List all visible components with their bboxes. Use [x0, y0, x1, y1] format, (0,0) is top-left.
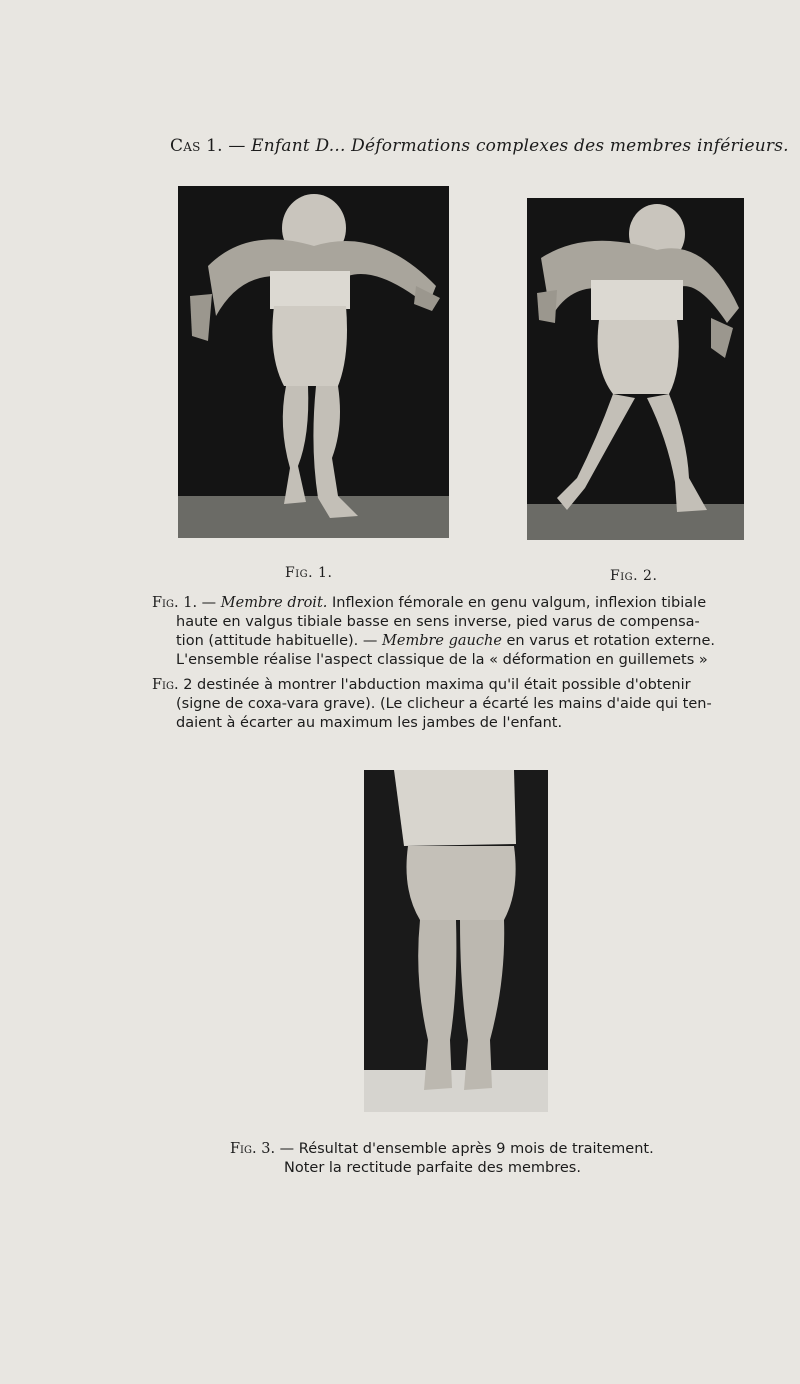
case-word: Cas [170, 136, 201, 156]
caption-1-line-2: haute en valgus tibiale basse en sens inverse, pied varus de compensa- [176, 614, 700, 630]
photo-figure-2 [527, 198, 744, 540]
case-number: 1. [206, 136, 223, 156]
caption-3-line-1: Résultat d'ensemble après 9 mois de traitement. [298, 1141, 654, 1157]
caption-3-lead: Fig. 3. [230, 1141, 276, 1157]
caption-1-line-3a: tion (attitude habituelle). [176, 633, 359, 649]
caption-3-line-2: Noter la rectitude parfaite des membres. [284, 1160, 581, 1176]
header-dash: — [228, 136, 246, 156]
child-result-illustration [364, 770, 548, 1112]
caption-1-line-1: Inflexion fémorale en genu valgum, inflexion tibiale [332, 595, 707, 611]
child-standing-illustration [178, 186, 449, 538]
caption-2-line-3: daient à écarter au maximum les jambes de l'enfant. [176, 715, 563, 731]
caption-1-dash-1: — [201, 595, 217, 611]
caption-1-lead: Fig. 1. [152, 595, 198, 611]
caption-figure-2 [152, 676, 768, 733]
caption-figure-3 [230, 1140, 710, 1178]
figure-1-label: Fig. 1. [285, 565, 333, 581]
caption-1-italic-2: Membre gauche [382, 633, 502, 649]
figure-2-label: Fig. 2. [610, 568, 658, 584]
caption-2-lead: Fig. [152, 677, 179, 693]
caption-1-italic-1: Membre droit. [220, 595, 328, 611]
page-header [170, 136, 789, 156]
photo-figure-3 [364, 770, 548, 1112]
caption-2-line-2: (signe de coxa-vara grave). (Le clicheur a écarté les mains d'aide qui ten- [176, 696, 712, 712]
case-subject: Enfant D... [251, 136, 346, 156]
caption-figure-1 [152, 594, 768, 670]
caption-1-line-4: L'ensemble réalise l'aspect classique de la « déformation en guillemets » [176, 652, 708, 668]
caption-1-line-3b: en varus et rotation externe. [506, 633, 715, 649]
caption-3-dash: — [279, 1141, 295, 1157]
child-abduction-illustration [527, 198, 744, 540]
case-title: Déformations complexes des membres inférieurs. [351, 136, 789, 156]
photo-figure-1 [178, 186, 449, 538]
caption-1-dash-2: — [362, 633, 378, 649]
caption-2-line-1: 2 destinée à montrer l'abduction maxima qu'il était possible d'obtenir [183, 677, 691, 693]
